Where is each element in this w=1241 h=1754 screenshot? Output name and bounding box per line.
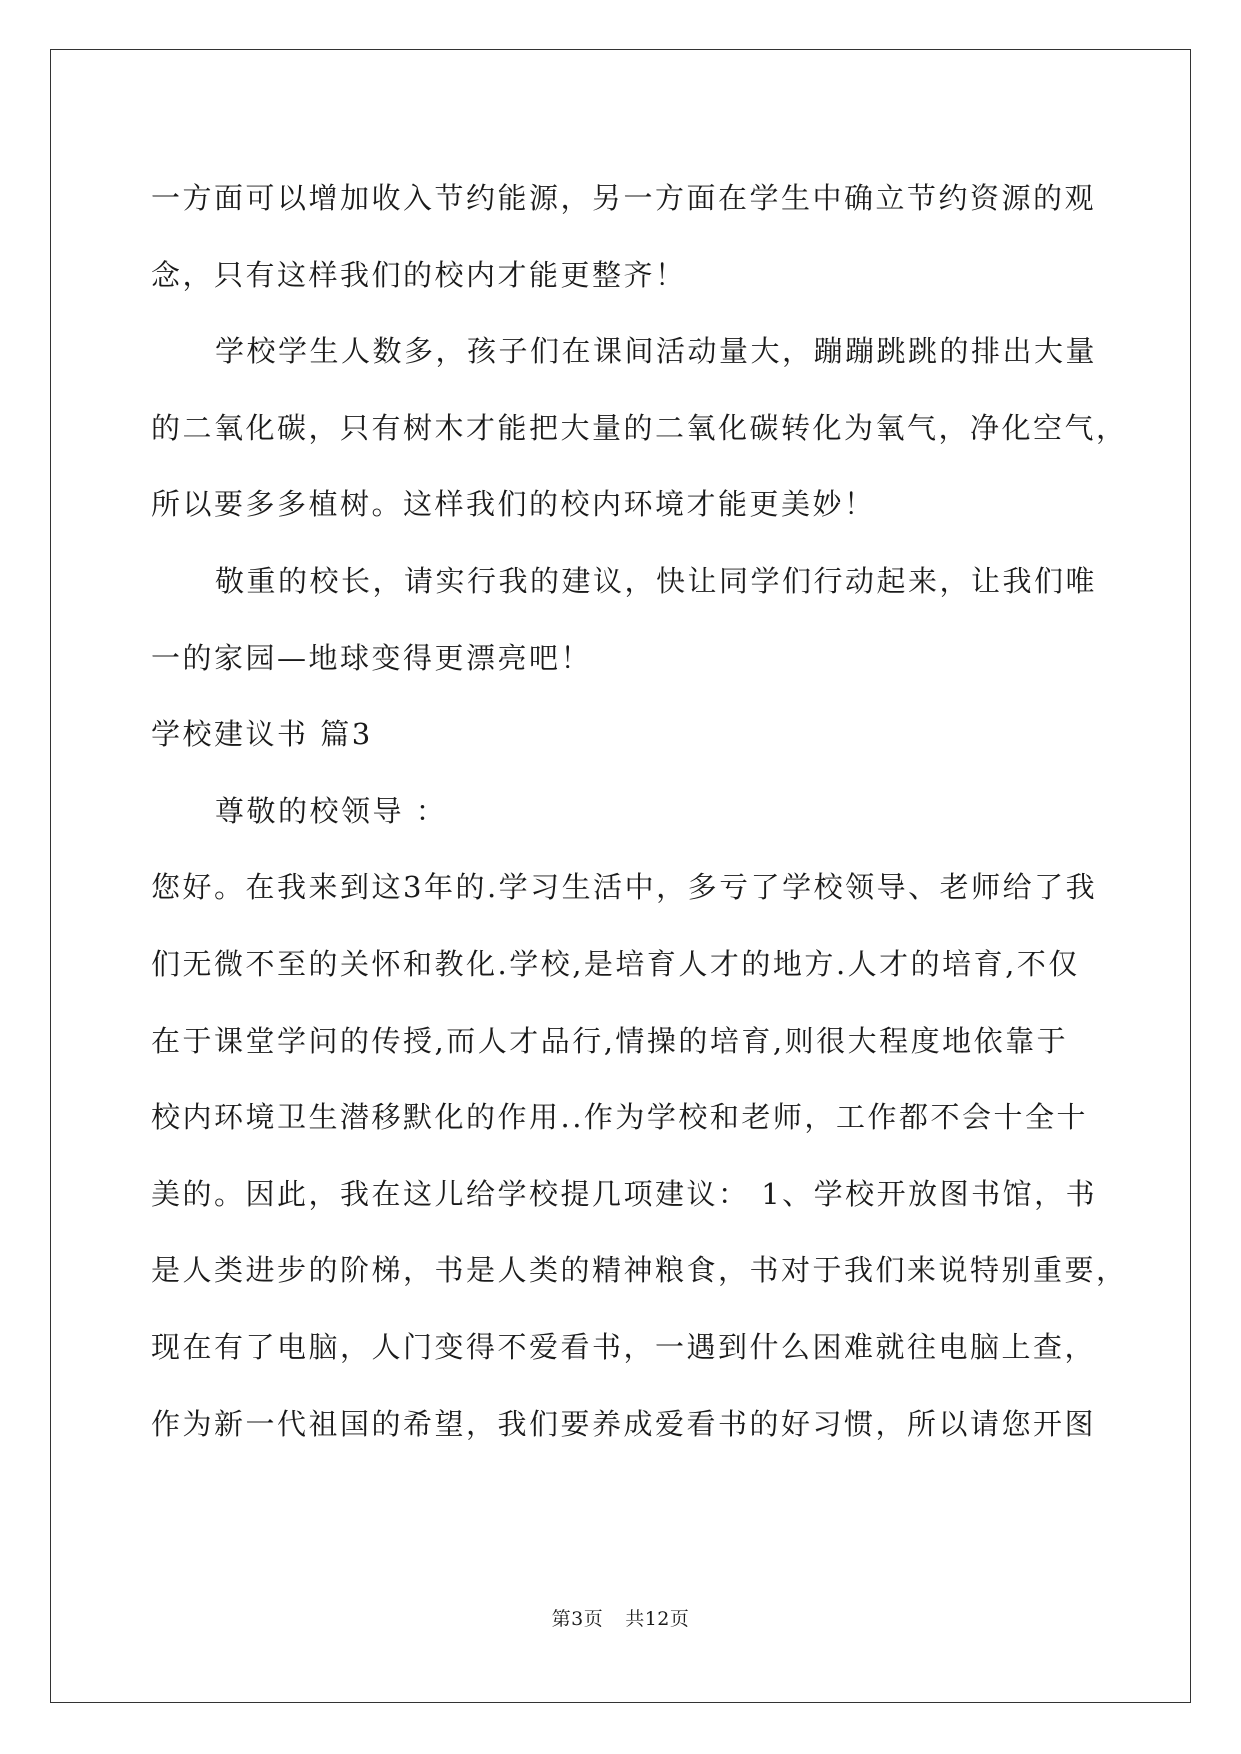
text-line: 是人类进步的阶梯，书是人类的精神粮食，书对于我们来说特别重要， (151, 1253, 1128, 1288)
text-line: 一的家园—地球变得更漂亮吧！ (151, 640, 593, 675)
text-line: 您好。在我来到这3年的.学习生活中，多亏了学校领导、老师给了我 (151, 870, 1098, 905)
text-line: 们无微不至的关怀和教化.学校,是培育人才的地方.人才的培育,不仅 (151, 946, 1080, 981)
text-line: 现在有了电脑，人门变得不爱看书，一遇到什么困难就往电脑上查， (151, 1329, 1097, 1364)
section-heading: 学校建议书 篇3 (151, 717, 373, 752)
page-footer (0, 1604, 1241, 1631)
text-line: 学校学生人数多，孩子们在课间活动量大，蹦蹦跳跳的排出大量 (215, 334, 1098, 369)
text-line: 校内环境卫生潜移默化的作用..作为学校和老师，工作都不会十全十 (151, 1100, 1088, 1135)
page-total: 共12页 (625, 1608, 690, 1630)
salutation: 尊敬的校领导 ： (215, 793, 448, 828)
text-line: 敬重的校长，请实行我的建议，快让同学们行动起来，让我们唯 (215, 563, 1098, 598)
text-line: 作为新一代祖国的希望，我们要养成爱看书的好习惯，所以请您开图 (151, 1406, 1097, 1441)
text-line: 美的。因此，我在这儿给学校提几项建议： 1、学校开放图书馆，书 (151, 1176, 1098, 1211)
text-line: 的二氧化碳，只有树木才能把大量的二氧化碳转化为氧气，净化空气， (151, 410, 1128, 445)
page-number: 第3页 (551, 1608, 604, 1630)
text-line: 念，只有这样我们的校内才能更整齐！ (151, 257, 687, 292)
document-body (151, 160, 1128, 1462)
text-line: 一方面可以增加收入节约能源，另一方面在学生中确立节约资源的观 (151, 181, 1097, 215)
text-line: 所以要多多植树。这样我们的校内环境才能更美妙！ (151, 487, 876, 522)
text-line: 在于课堂学问的传授,而人才品行,情操的培育,则很大程度地依靠于 (151, 1023, 1069, 1058)
